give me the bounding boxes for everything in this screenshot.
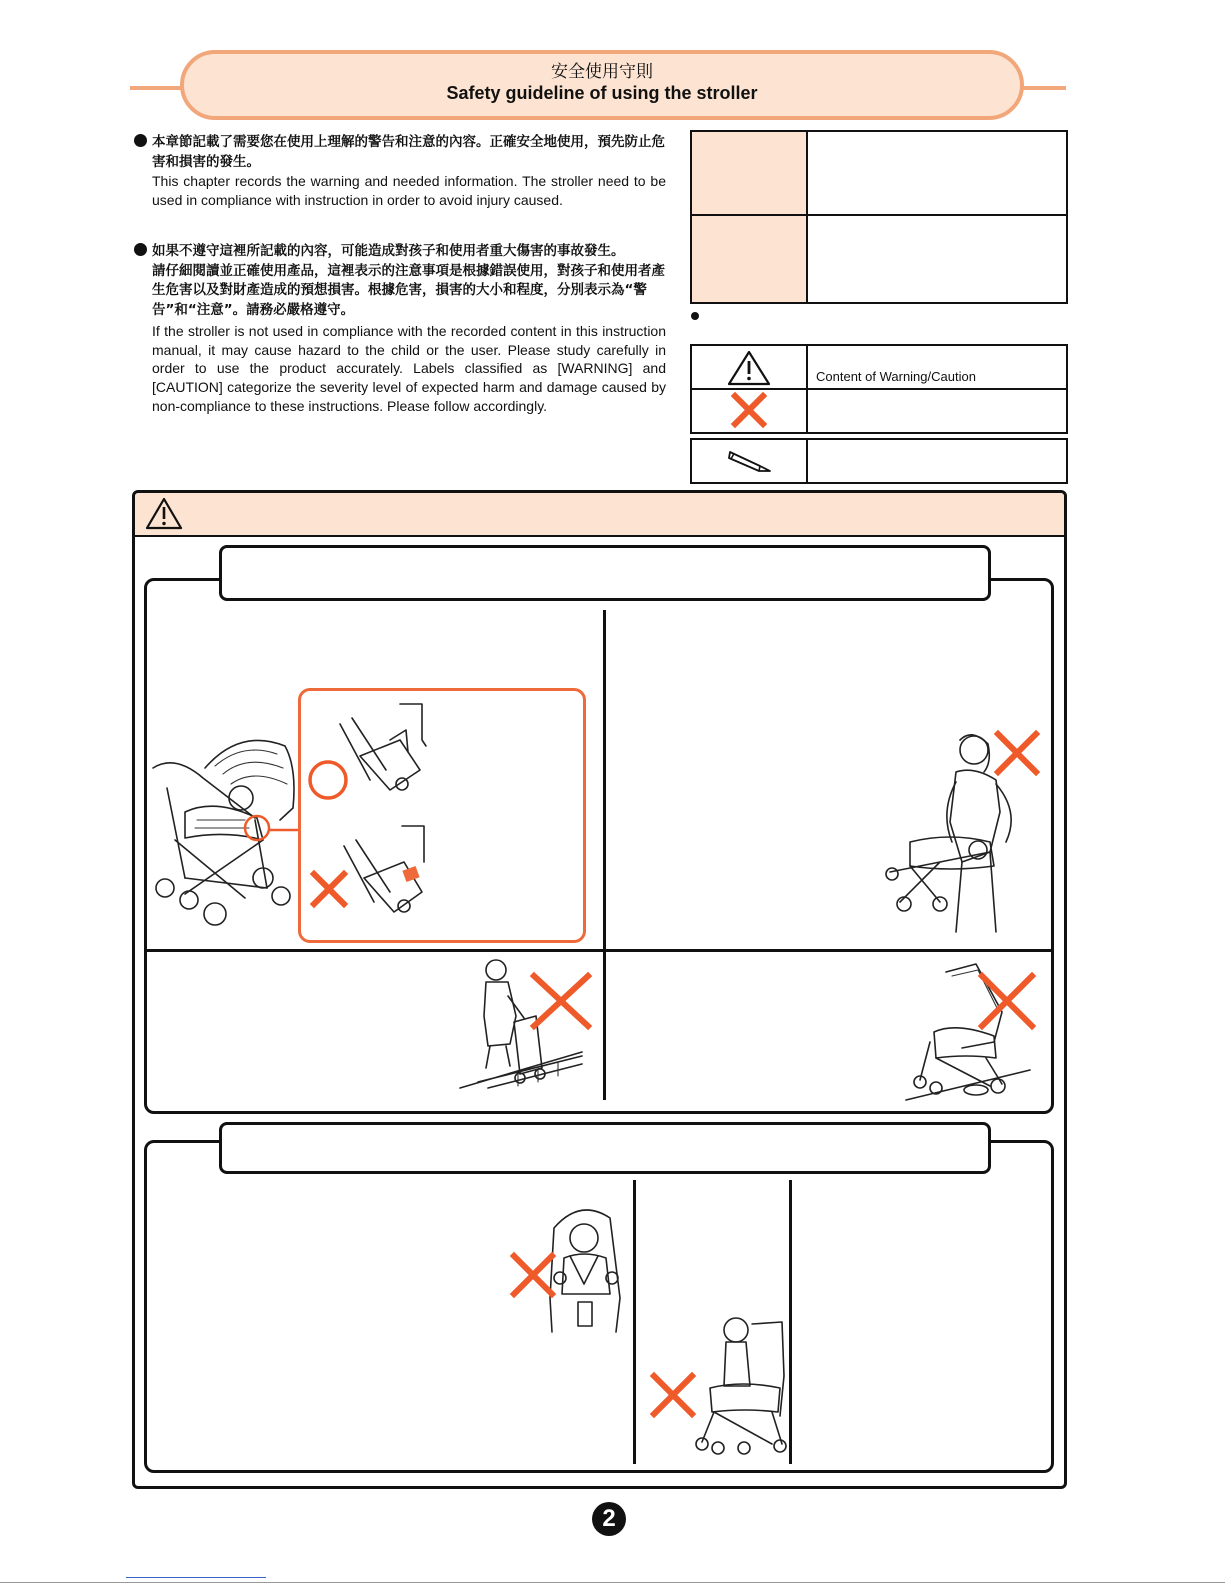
intro-p1-zh: 本章節記載了需要您在使用上理解的警告和注意的內容。正確安全地使用，預先防止危害和損害的發生。 [152, 134, 665, 170]
severity-legend [690, 130, 1068, 304]
prohibited-x-icon [978, 972, 1036, 1030]
intro-p2-zh-2: 請仔細閱讀並正確使用產品，這裡表示的注意事項是根據錯誤使用，對孩子和使用者產生危害以及對財產造成的預想損害。根據危害，損害的大小和程度，分別表示為“警告”和“注意”。請務必嚴格遵守。 [152, 262, 665, 318]
caution-swatch [692, 216, 806, 302]
prohibited-x-icon [994, 730, 1040, 776]
banner-line-right [1018, 86, 1066, 90]
bullet-icon [134, 134, 147, 147]
symbol-legend [690, 344, 1068, 434]
banner-line-left [130, 86, 182, 90]
warning-group-1-title [219, 545, 991, 601]
bullet-icon [691, 312, 699, 320]
child-standing-illustration [692, 1316, 788, 1454]
warning-triangle-icon [726, 349, 772, 387]
legend-divider [692, 214, 1066, 216]
panel-divider [789, 1180, 792, 1464]
footer-link-underline [126, 1577, 266, 1578]
page-title-zh: 安全使用守則 [551, 62, 653, 82]
panel-divider [633, 1180, 636, 1464]
pencil-icon [726, 448, 774, 474]
prohibited-x-icon [530, 972, 592, 1030]
page-title-banner [180, 50, 1024, 120]
warning-group-2-title [219, 1122, 991, 1174]
page-title-en: Safety guideline of using the stroller [446, 82, 758, 103]
intro-paragraph-2 [134, 242, 666, 416]
intro-p1-en: This chapter records the warning and needed information. The stroller need to be used in compliance with instruction in order to avoid injury caused. [152, 173, 666, 208]
instruction-legend [690, 438, 1068, 484]
footer-rule [0, 1582, 1225, 1583]
page-number: 2 [592, 1502, 626, 1536]
prohibited-x-icon [310, 870, 348, 908]
prohibited-x-icon [732, 393, 766, 427]
prohibited-x-icon [650, 1372, 696, 1418]
correct-circle-icon [306, 758, 350, 802]
stroller-illustration [145, 728, 305, 928]
warning-triangle-icon [145, 497, 183, 531]
panel-divider [147, 949, 1051, 952]
intro-paragraph-1 [134, 133, 666, 209]
intro-p2-en: If the stroller is not used in compliance with the recorded content in this instruction manual, it may cause hazard to the child or the user. Please study carefully in order to use the product accurately. Labels classified as [WARNING] and [CAUTION] categorize the severity level of expected harm and damage caused by non-compliance to these instructions. Please follow accordingly. [152, 323, 666, 414]
warning-section-header [135, 493, 1064, 537]
warning-caution-label: Content of Warning/Caution [816, 369, 976, 384]
legend-divider [806, 132, 808, 302]
prohibited-x-icon [510, 1252, 556, 1298]
warning-swatch [692, 132, 806, 214]
intro-p2-zh-1: 如果不遵守這裡所記載的內容，可能造成對孩子和使用者重大傷害的事故發生。 [152, 243, 625, 259]
bullet-icon [134, 243, 147, 256]
hinge-unlocked-illustration [334, 822, 444, 922]
panel-divider [603, 610, 606, 1100]
legend-divider [806, 440, 808, 482]
legend-divider [692, 388, 1066, 390]
